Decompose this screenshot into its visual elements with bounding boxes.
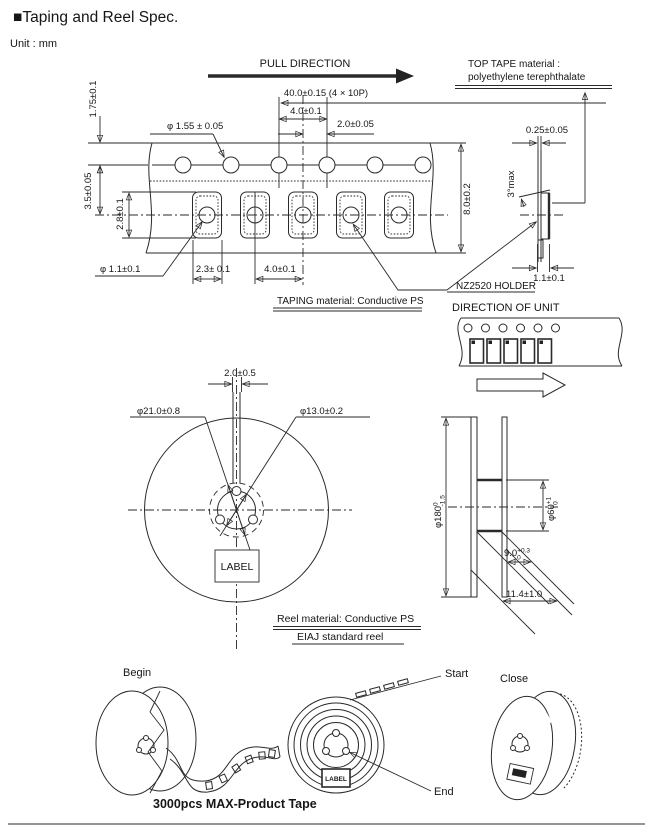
reel-material-text: Reel material: Conductive PS — [277, 613, 415, 625]
reel-front-view — [128, 368, 421, 650]
dim-pocket-pitch — [256, 264, 301, 279]
reel-standard-text: EIAJ standard reel — [297, 631, 384, 643]
spiral-label-text: LABEL — [325, 776, 347, 783]
start-label: Start — [445, 668, 469, 680]
capacity-label: 3000pcs MAX-Product Tape — [153, 797, 317, 811]
taping-material-label — [273, 296, 424, 311]
dim-hole-offset — [278, 119, 374, 134]
sprocket-dia-label: φ 1.55 ± 0.05 — [167, 121, 224, 132]
top-tape-material-line2: polyethylene terephthalate — [468, 72, 586, 83]
dim-hole-offset-label: 2.0±0.05 — [337, 119, 374, 130]
dim-angle-label: 3°max — [506, 170, 517, 198]
dim-top-thickness-label: 0.25±0.05 — [525, 125, 569, 136]
direction-of-unit — [452, 302, 622, 397]
strip-units — [470, 339, 552, 363]
carrier-tape-top-view — [83, 81, 606, 311]
unit-cell — [470, 339, 484, 363]
callout-pocket-hole-dia — [95, 222, 202, 276]
reel-side-view — [433, 417, 575, 634]
begin-reel-drawing — [96, 687, 280, 795]
dim-tape-width — [430, 143, 473, 253]
tape-left-edge — [146, 143, 152, 253]
dim-edge-to-hole-label: 1.75±0.1 — [88, 80, 99, 118]
tape-start-dashes — [356, 679, 409, 697]
spiral-hub-hole — [323, 730, 350, 758]
reel-label-box — [215, 550, 259, 582]
close-label: Close — [500, 673, 529, 685]
holder-label: NZ2520 HOLDER — [456, 281, 537, 292]
hub-outer-dia-label: φ21.0±0.8 — [137, 406, 181, 417]
dim-pitch-10-label: 40.0±0.15 (4 × 10P) — [283, 88, 369, 99]
pull-direction-arrow — [208, 69, 414, 84]
callout-hub-inner-dia — [220, 406, 370, 536]
direction-of-unit-title: DIRECTION OF UNIT — [452, 302, 560, 314]
unit-cell — [487, 339, 501, 363]
dim-pitch-10 — [282, 88, 607, 103]
dim-hole-to-pocket — [83, 166, 100, 213]
dim-hub-dia — [506, 480, 560, 531]
dim-peel-angle — [506, 170, 550, 207]
hub-inner-dia-label: φ13.0±0.2 — [300, 406, 344, 417]
dim-slot-width — [208, 368, 268, 392]
pocket-hole-dia-label: φ 1.1±0.1 — [100, 264, 141, 275]
begin-label: Begin — [123, 667, 152, 679]
dim-hub-width — [504, 548, 530, 563]
callout-sprocket-dia — [150, 121, 224, 157]
top-tape-leader-line — [552, 93, 585, 203]
strip-sprocket-holes — [464, 324, 560, 332]
feed-direction-arrow — [477, 373, 565, 397]
dim-pocket-height-label: 2.8±0.1 — [115, 198, 126, 230]
unit-cell — [521, 339, 535, 363]
page-title: ■Taping and Reel Spec. — [13, 9, 179, 26]
dim-top-tape-thickness — [512, 125, 568, 152]
pull-direction — [208, 58, 414, 84]
dim-pocket-pitch-label: 4.0±0.1 — [264, 264, 296, 275]
dim-slot-label: 2.0±0.5 — [224, 368, 256, 379]
holder-callout — [354, 222, 537, 292]
tape-right-edge — [430, 143, 436, 253]
dim-tape-width-label: 8.0±0.2 — [462, 183, 473, 215]
dim-edge-to-hole — [88, 81, 152, 174]
spiral-label-box — [322, 769, 350, 787]
dim-hub-width-label: $9.0^{+0.3}$ 0 — [504, 547, 531, 562]
close-reel-drawing — [485, 687, 582, 803]
dim-flange-width-label: 11.4±1.0 — [506, 589, 543, 600]
open-reel-spiral-drawing — [288, 676, 441, 793]
reel-label-text: LABEL — [220, 561, 254, 573]
dim-flange-width — [504, 589, 557, 601]
unit-strip — [458, 318, 622, 366]
dim-bottom-width-label: 1.1±0.1 — [533, 273, 565, 284]
dim-hole-to-pocket-label: 3.5±0.05 — [83, 172, 94, 210]
end-label: End — [434, 786, 454, 798]
dim-reel-outer-dia-label: $\varphi 180^0-1.5$ — [432, 495, 447, 528]
packing-illustrations — [96, 667, 582, 811]
unit-cell — [538, 339, 552, 363]
dim-hole-pitch-label: 4.0±0.1 — [290, 106, 322, 117]
dim-hub-dia-label: $\varphi 60^{+1}0$ — [545, 496, 560, 521]
unit-cell — [504, 339, 518, 363]
top-tape-material-line1: TOP TAPE material : — [468, 59, 561, 70]
taping-material-text: TAPING material: Conductive PS — [277, 296, 424, 307]
unit-label: Unit : mm — [10, 38, 58, 50]
dim-pocket-width — [193, 240, 230, 284]
pull-direction-label: PULL DIRECTION — [259, 58, 351, 70]
dim-pocket-width-label: 2.3± 0.1 — [195, 264, 231, 275]
reel-material-label — [273, 613, 421, 644]
